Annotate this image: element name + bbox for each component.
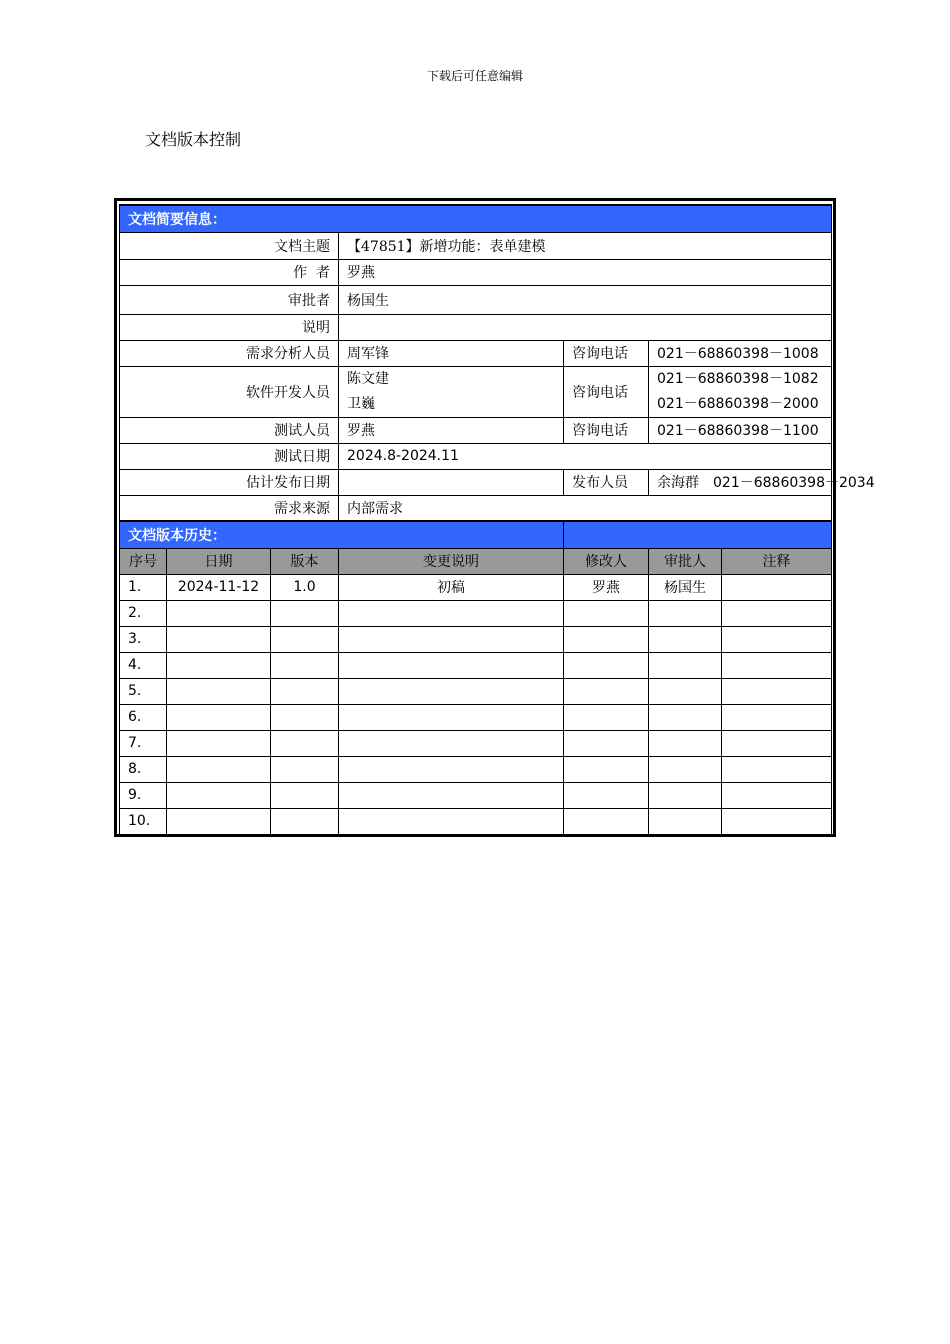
history-cell-approver — [649, 652, 722, 678]
table-row — [120, 574, 832, 600]
releaser-value — [649, 469, 875, 495]
source-label: 需求来源 — [120, 495, 339, 521]
history-cell-approver — [649, 730, 722, 756]
history-cell-date — [167, 626, 271, 652]
tester-label: 测试人员 — [120, 417, 339, 443]
history-cell-change — [339, 626, 564, 652]
history-cell-change — [339, 756, 564, 782]
history-cell-date — [167, 782, 271, 808]
history-cell-version — [271, 704, 339, 730]
developer-phone-2: 021－68860398－2000 — [657, 395, 819, 412]
history-cell-index: 1. — [120, 574, 167, 600]
column-header-index: 序号 — [120, 548, 167, 574]
subject-label: 文档主题 — [120, 232, 339, 259]
table-row — [120, 600, 832, 626]
history-cell-modifier — [564, 730, 649, 756]
history-cell-note — [722, 678, 832, 704]
table-row — [120, 652, 832, 678]
history-cell-approver — [649, 756, 722, 782]
history-cell-version — [271, 756, 339, 782]
history-cell-version — [271, 600, 339, 626]
history-cell-date: 2024-11-12 — [167, 574, 271, 600]
history-rows — [120, 574, 832, 834]
history-cell-modifier — [564, 600, 649, 626]
history-cell-index: 7. — [120, 730, 167, 756]
developer-value — [339, 366, 564, 417]
history-cell-note — [722, 782, 832, 808]
subject-value: 【47851】新增功能：表单建模 — [339, 232, 832, 259]
approver-value: 杨国生 — [339, 285, 832, 314]
history-cell-approver — [649, 600, 722, 626]
history-cell-change — [339, 652, 564, 678]
analyst-phone-label: 咨询电话 — [564, 340, 649, 366]
analyst-phone: 021－68860398－1008 — [649, 340, 832, 366]
column-header-date: 日期 — [167, 548, 271, 574]
summary-section-header: 文档简要信息： — [120, 205, 832, 232]
history-cell-change — [339, 600, 564, 626]
history-cell-version — [271, 808, 339, 834]
history-cell-change — [339, 678, 564, 704]
developer-phone-1: 021－68860398－1082 — [657, 370, 819, 387]
history-cell-index: 9. — [120, 782, 167, 808]
history-cell-modifier — [564, 782, 649, 808]
history-cell-modifier: 罗燕 — [564, 574, 649, 600]
author-value: 罗燕 — [339, 259, 832, 285]
history-cell-date — [167, 600, 271, 626]
history-cell-approver — [649, 808, 722, 834]
history-cell-note — [722, 730, 832, 756]
history-cell-version — [271, 626, 339, 652]
table-row — [120, 782, 832, 808]
history-cell-approver — [649, 704, 722, 730]
history-cell-index: 4. — [120, 652, 167, 678]
table-row — [120, 626, 832, 652]
history-cell-note — [722, 808, 832, 834]
history-cell-modifier — [564, 626, 649, 652]
history-cell-approver — [649, 678, 722, 704]
table-row — [120, 704, 832, 730]
column-header-approver: 审批人 — [649, 548, 722, 574]
developer-name-2: 卫巍 — [347, 395, 375, 412]
history-cell-note — [722, 626, 832, 652]
history-cell-change: 初稿 — [339, 574, 564, 600]
history-cell-modifier — [564, 704, 649, 730]
history-cell-change — [339, 704, 564, 730]
history-cell-note — [722, 652, 832, 678]
history-cell-modifier — [564, 652, 649, 678]
table-row — [120, 808, 832, 834]
releaser-label: 发布人员 — [564, 469, 649, 495]
version-control-table — [119, 204, 875, 835]
page-header-note: 下载后可任意编辑 — [426, 69, 523, 83]
history-cell-date — [167, 730, 271, 756]
description-label: 说明 — [120, 314, 339, 340]
approver-label: 审批者 — [120, 285, 339, 314]
page-title: 文档版本控制 — [145, 130, 242, 149]
column-header-version: 版本 — [271, 548, 339, 574]
test-date-label: 测试日期 — [120, 443, 339, 469]
history-cell-index: 2. — [120, 600, 167, 626]
history-cell-version: 1.0 — [271, 574, 339, 600]
history-cell-modifier — [564, 808, 649, 834]
history-cell-note — [722, 704, 832, 730]
history-section-header-blank — [564, 521, 832, 548]
table-row — [120, 678, 832, 704]
developer-name-1: 陈文建 — [347, 370, 389, 387]
history-cell-version — [271, 652, 339, 678]
history-cell-note — [722, 574, 832, 600]
history-cell-date — [167, 678, 271, 704]
releaser-phone: 021－68860398－2034 — [713, 475, 875, 491]
history-cell-index: 10. — [120, 808, 167, 834]
test-date-value: 2024.8-2024.11 — [339, 443, 832, 469]
history-cell-note — [722, 600, 832, 626]
description-value — [339, 314, 832, 340]
history-cell-change — [339, 808, 564, 834]
history-cell-approver — [649, 782, 722, 808]
developer-phone — [649, 366, 832, 417]
author-label: 作 者 — [120, 259, 339, 285]
history-cell-modifier — [564, 756, 649, 782]
source-value: 内部需求 — [339, 495, 832, 521]
release-date-label: 估计发布日期 — [120, 469, 339, 495]
history-cell-date — [167, 652, 271, 678]
table-row — [120, 756, 832, 782]
history-cell-index: 8. — [120, 756, 167, 782]
history-cell-version — [271, 730, 339, 756]
history-cell-index: 3. — [120, 626, 167, 652]
history-cell-approver — [649, 626, 722, 652]
release-date-value — [339, 469, 564, 495]
column-header-change: 变更说明 — [339, 548, 564, 574]
history-cell-approver: 杨国生 — [649, 574, 722, 600]
analyst-label: 需求分析人员 — [120, 340, 339, 366]
developer-phone-label: 咨询电话 — [564, 366, 649, 417]
history-cell-date — [167, 808, 271, 834]
history-cell-index: 5. — [120, 678, 167, 704]
history-cell-version — [271, 782, 339, 808]
history-cell-date — [167, 704, 271, 730]
column-header-modifier: 修改人 — [564, 548, 649, 574]
history-cell-modifier — [564, 678, 649, 704]
history-cell-note — [722, 756, 832, 782]
table-row — [120, 730, 832, 756]
developer-label: 软件开发人员 — [120, 366, 339, 417]
history-cell-date — [167, 756, 271, 782]
tester-value: 罗燕 — [339, 417, 564, 443]
history-cell-version — [271, 678, 339, 704]
history-section-header: 文档版本历史： — [120, 521, 564, 548]
releaser-name: 余海群 — [657, 475, 699, 491]
history-cell-index: 6. — [120, 704, 167, 730]
history-cell-change — [339, 782, 564, 808]
tester-phone-label: 咨询电话 — [564, 417, 649, 443]
column-header-note: 注释 — [722, 548, 832, 574]
analyst-value: 周军锋 — [339, 340, 564, 366]
tester-phone: 021－68860398－1100 — [649, 417, 832, 443]
history-cell-change — [339, 730, 564, 756]
